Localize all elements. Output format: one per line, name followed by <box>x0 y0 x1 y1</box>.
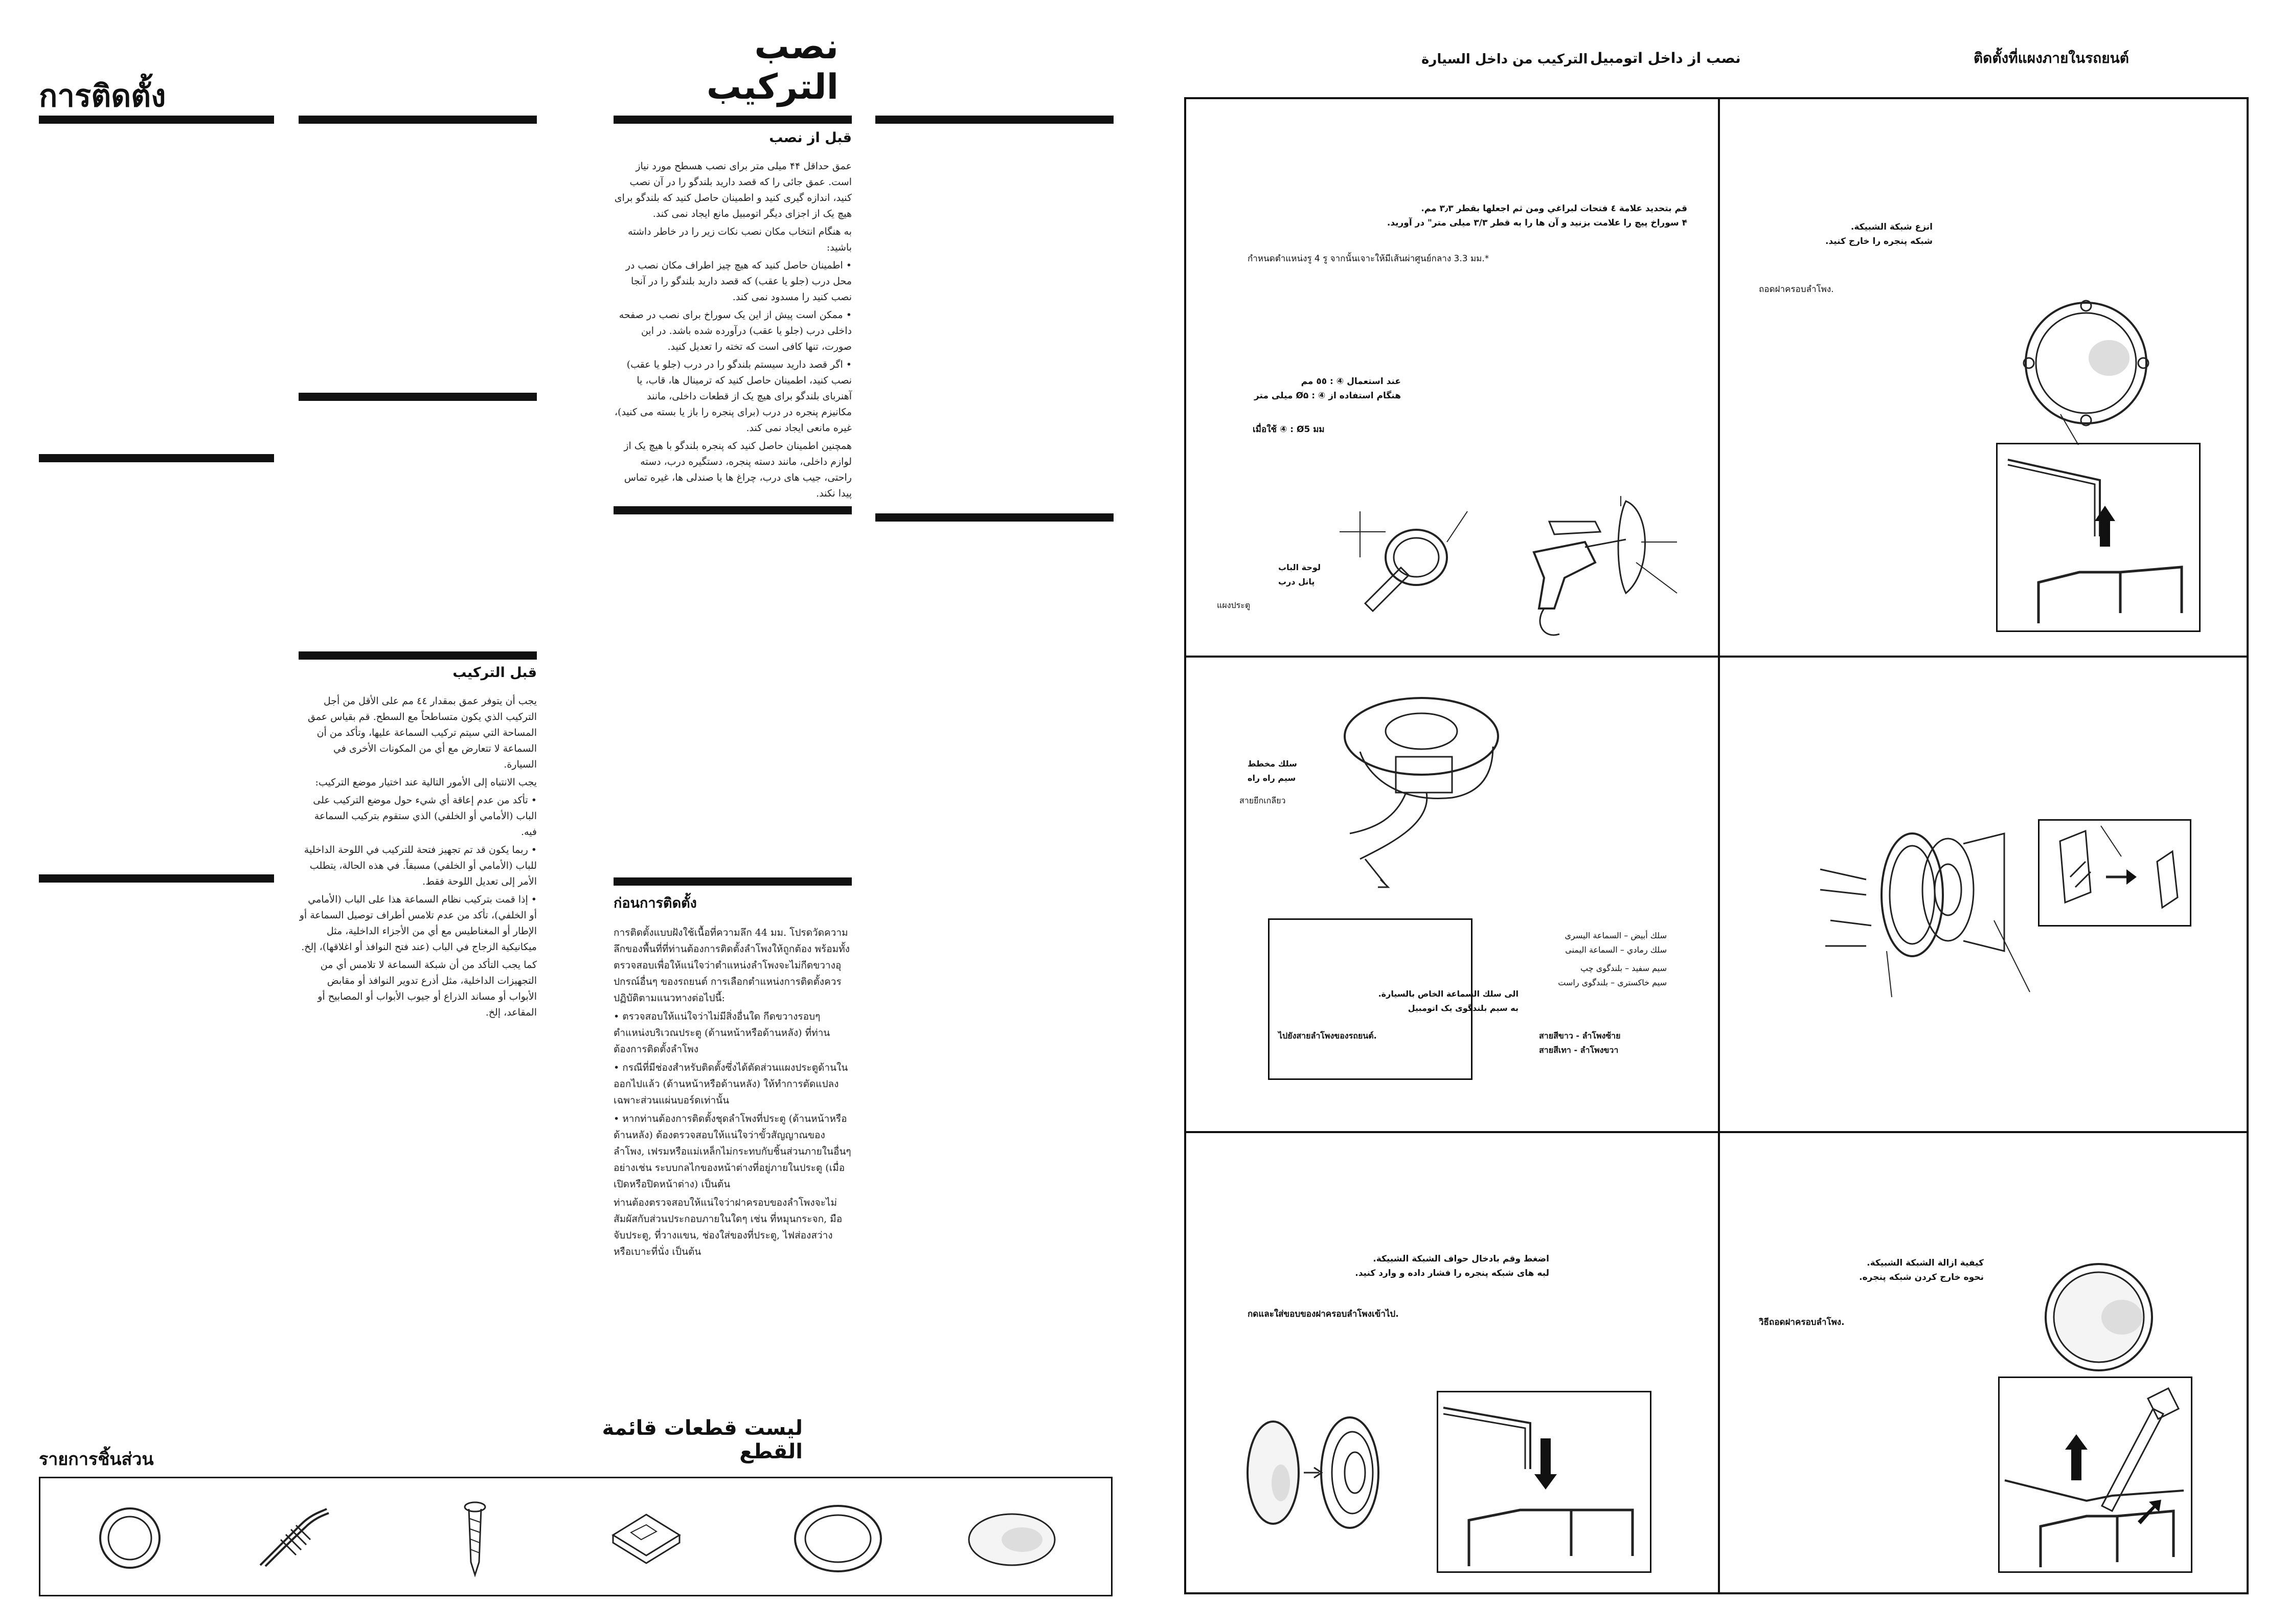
speaker-mounting-illustration <box>1810 818 2076 1002</box>
parts-title-thai: รายการชิ้นส่วน <box>39 1449 154 1470</box>
door-panel-line: لوحة الباب <box>1278 562 1321 572</box>
step2-caption <box>1309 201 1687 230</box>
thai-page-title: การติดตั้ง <box>39 78 166 114</box>
legend-line: سلك أبيض – السماعة اليسرى <box>1565 931 1667 940</box>
flat-ring-icon <box>792 1503 884 1574</box>
farsi-before-body <box>614 159 852 504</box>
farsi-para: همچنین اطمینان حاصل کنید که پنجره بلندگو با هیچ یک از لوازم داخلی، مانند دسته پنجره، دستگیره درب، دسته راحتی، جیب های درب، چراغ ها یا صندلی ها، غیره تماس پیدا نکند. <box>624 440 852 499</box>
step2-note-line: عند استعمال ④ : ٥٥ مم <box>1301 376 1401 387</box>
car-wire-line: به سیم بلندگوی یک اتومبیل <box>1408 1003 1519 1013</box>
rule-thai-top <box>614 877 852 886</box>
step2-line: قم بتحديد علامة ٤ فتحات لبراغي ومن ثم اجعلها بقطر ٣٫٣ مم. <box>1421 204 1687 214</box>
rule-col4-mid <box>875 513 1114 522</box>
clip-pack-icon <box>608 1507 685 1568</box>
header-farsi: نصب از داخل اتومبیل <box>1590 50 1741 66</box>
header-thai: ติดตั้งที่แผงภายในรถยนต์ <box>1974 50 2129 66</box>
arabic-para: يجب الانتباه إلى الأمور التالية عند اختيار موضع التركيب: <box>315 777 537 788</box>
legend-line: سیم خاکستری – بلندگوی راست <box>1558 978 1667 987</box>
farsi-para: عمق حداقل ۴۴ میلی متر برای نصب هسطح مورد نیاز است. عمق جائی را که قصد دارید بلندگو را در آن نصب کنید، اندازه گیری کنید و اطمینان حاصل کنید که بلندگو برای هیچ یک از اجزای دیگر اتومبیل مانع ایجاد نمی کند. <box>614 161 852 219</box>
thai-para: ท่านต้องตรวจสอบให้แน่ใจว่าฝาครอบของลำโพงจะไม่สัมผัสกับส่วนประกอบภายในใดๆ เช่น ที่หมุนกระจก, มือจับประตู, ที่วางแขน, ช่องใส่ของที่ประตู, ไฟส่องสว่าง หรือเบาะที่นั่ง เป็นต้น <box>614 1197 843 1257</box>
thai-para: • กรณีที่มีช่องสำหรับติดตั้งซึ่งได้ตัดส่วนแผงประตูด้านในออกไปแล้ว (ด้านหน้าหรือด้านหลัง) ให้ทำการตัดแปลงเฉพาะส่วนแผ่นบอร์ดเท่านั้น <box>614 1062 848 1106</box>
step2-line: ۴ سوراخ پیچ را علامت بزنید و آن ها را به قطر ۳/۳ میلی متر" در آورید. <box>1387 218 1687 228</box>
parts-title-arabic: ليست قطعات قائمة القطع <box>602 1416 803 1463</box>
thai-para: • ตรวจสอบให้แน่ใจว่าไม่มีสิ่งอื่นใด กีดขวางรอบๆ ตำแหน่งบริเวณประตู (ด้านหน้าหรือด้านหลัง) ที่ท่านต้องการติดตั้งลำโพง <box>614 1011 830 1055</box>
arabic-before-title: قبل التركيب <box>452 665 537 681</box>
drill-hole-illustration <box>1329 506 1483 629</box>
clip-detail-icon <box>2040 821 2193 928</box>
legend-line: سلك رمادي – السماعة اليمنى <box>1565 945 1667 955</box>
arabic-para: كما يجب التأكد من أن شبكة السماعة لا تلامس أي من التجهيزات الداخلية، مثل أذرع تدوير النوافذ أو مقابض الأبواب أو مساند الذراع أو جيوب الأبواب أو المصابيح أو المقاعد، إلخ. <box>318 959 537 1018</box>
grille-attach-illustration <box>1242 1411 1406 1534</box>
step2-note-thai: เมื่อใช้ ④ : Ø5 มม <box>1253 424 1325 435</box>
cable-bundle-icon <box>255 1504 332 1570</box>
ring-icon <box>97 1505 163 1571</box>
step6-thai: วิธีถอดฝาครอบลำโพง. <box>1759 1317 1845 1327</box>
farsi-para: به هنگام انتخاب مکان نصب نکات زیر را در خاطر داشته باشید: <box>628 226 852 253</box>
thai-before-title: ก่อนการติดตั้ง <box>614 895 697 911</box>
rule-col2-mid <box>299 393 537 401</box>
rule-col3-top <box>614 116 852 124</box>
step6-line: نحوه خارج کردن شبکه پنجره. <box>1859 1272 1984 1282</box>
step6-caption <box>1769 1256 1984 1284</box>
step5-line: لبه های شبکه پنجره را فشار داده و وارد کنيد. <box>1355 1268 1549 1278</box>
rule-arabic-top <box>299 651 537 660</box>
arabic-para: • ربما يكون قد تم تجهيز فتحة للتركيب في اللوحة الداخلية للباب (الأمامي أو الخلفي) مسبقاً. في هذه الحالة، يتطلب الأمر إلى تعديل اللوحة فقط. <box>304 844 537 887</box>
parts-list-box <box>39 1477 1113 1596</box>
grille-press-detail <box>1438 1392 1653 1574</box>
car-wire-thai: ไปยังสายลำโพงของรถยนต์. <box>1278 1031 1377 1041</box>
farsi-para: • اطمینان حاصل کنید که هیچ چیز اطراف مکان نصب در محل درب (جلو یا عقب) که قصد دارید بلندگو را در آنجا نصب کنید را مسدود نمی کند. <box>625 260 852 303</box>
step6-detail-box <box>1998 1377 2192 1573</box>
step5-line: اضغط وقم بادخال حواف الشبكة الشبيكة. <box>1373 1254 1549 1264</box>
striped-wire-label <box>1248 757 1297 785</box>
farsi-para: • ممکن است پیش از این یک سوراخ برای نصب در صفحه داخلی درب (جلو یا عقب) درآورده شده باشد. در این صورت، تنها کافی است که تخته را تعدیل کنید. <box>619 309 852 352</box>
step1-detail-box <box>1996 443 2201 632</box>
farsi-before-title: قبل از نصب <box>769 130 852 146</box>
door-panel-thai: แผงประตู <box>1217 600 1251 610</box>
step2-thai: กำหนดตำแหน่งรู 4 รู จากนั้นเจาะให้มีเส้นผ่าศูนย์กลาง 3.3 มม.* <box>1248 254 1489 264</box>
grille-pryoff-illustration <box>2035 1261 2163 1379</box>
step1-thai: ถอดฝาครอบลำโพง. <box>1759 284 1834 295</box>
wire-color-legend <box>1513 929 1667 990</box>
door-panel-line: پانل درب <box>1278 577 1315 587</box>
grid-row-divider-2 <box>1184 1131 2249 1133</box>
rule-thai-col1-top <box>39 116 274 124</box>
step5-thai: กดและใส่ขอบของฝาครอบลำโพงเข้าไป. <box>1248 1309 1399 1319</box>
step1-caption <box>1749 220 1933 249</box>
step2-note <box>1227 374 1401 403</box>
legend-line: سیم سفید – بلندگوی چپ <box>1580 963 1667 973</box>
door-panel-label <box>1278 560 1321 589</box>
step1-line: شبكه پنجره را خارج كنيد. <box>1825 236 1933 246</box>
speaker-wiring-illustration <box>1329 690 1503 905</box>
rule-col1-low <box>39 874 274 883</box>
rule-col2-top <box>299 116 537 124</box>
step2-note-line: هنگام استفاده از ④ : Ø۵ میلی متر <box>1254 391 1401 401</box>
arabic-para: • تأكد من عدم إعاقة أي شيء حول موضع التركيب على الباب (الأمامي أو الخلفي) الذي ستقوم بتركيب السماعة فيه. <box>313 795 537 838</box>
rule-col1-mid <box>39 454 274 462</box>
grille-cover-icon <box>966 1509 1058 1570</box>
legend-thai-line: สายสีเทา - ลำโพงขวา <box>1539 1045 1619 1055</box>
clip-detail-box <box>2038 819 2191 927</box>
screw-icon <box>460 1501 490 1577</box>
grille-edge-detail <box>1998 444 2202 634</box>
wire-color-legend-thai <box>1539 1029 1621 1057</box>
thai-para: การติดตั้งแบบฝังใช้เนื้อที่ความลึก 44 มม. โปรดวัดความลึกของพื้นที่ที่ท่านต้องการติดตั้งลำโพงให้ถูกต้อง พร้อมทั้งตรวจสอบเพื่อให้แน่ใจว่าตำแหน่งลำโพงจะไม่กีดขวางอุปกรณ์อื่นๆ ของรถยนต์ การเลือกตำแหน่งการติดตั้งควรปฏิบัติตามแนวทางต่อไปนี้: <box>614 927 850 1004</box>
grid-row-divider-1 <box>1184 656 2249 658</box>
farsi-para: • اگر قصد دارید سیستم بلندگو را در درب (جلو یا عقب) نصب کنید، اطمینان حاصل کنید که ترمینال ها، قاب، یا آهنربای بلندگو برای هیچ یک از قطعات داخلی، مانند مکانیزم پنجره در درب (برای پنجره را باز یا بسته می کنید)، غیره مانعی ایجاد نمی کند. <box>614 359 852 434</box>
car-wire-line: الى سلك السماعة الخاص بالسيارة. <box>1378 989 1519 999</box>
arabic-before-body <box>299 693 537 1023</box>
thai-before-body <box>614 924 852 1262</box>
header-arabic: التركيب من داخل السيارة <box>1421 52 1588 67</box>
step6-line: كيفية ازالة الشبكة الشبيكة. <box>1867 1258 1984 1268</box>
step5-detail-box <box>1437 1391 1651 1573</box>
arabic-para: • إذا قمت بتركيب نظام السماعة هذا على الباب (الأمامي أو الخلفي)، تأكد من عدم تلامس أطراف توصيل السماعة أو الإطار أو المغناطيس مع أي من الأجزاء الداخلية، مثل ميكانيكية الزجاج في الباب (عند فتح النوافذ أو اغلاقها)، إلخ. <box>299 894 537 953</box>
legend-thai-line: สายสีขาว - ลำโพงซ้าย <box>1539 1031 1621 1041</box>
striped-wire-line: سيم راه راه <box>1248 773 1296 783</box>
arabic-para: يجب أن يتوفر عمق بمقدار ٤٤ مم على الأقل من أجل التركيب الذي يكون متساطحاً مع السطح. قم بقياس عمق المساحة التي سيتم تركيب السماعة عليها، وتأكد من أن السماعة لا تتعارض مع أي من المكونات الأخرى في السيارة. <box>307 695 537 770</box>
thai-para: • หากท่านต้องการติดตั้งชุดลำโพงที่ประตู (ด้านหน้าหรือด้านหลัง) ต้องตรวจสอบให้แน่ใจว่าขั้วสัญญาณของลำโพง, เฟรมหรือแม่เหล็กไม่กระทบกับชิ้นส่วนภายในอื่นๆ อย่างเช่น ระบบกลไกของหน้าต่างที่อยู่ภายในประตู (เมื่อเปิดหรือปิดหน้าต่าง) เป็นต้น <box>614 1113 851 1190</box>
step5-caption <box>1350 1252 1549 1280</box>
power-drill-illustration <box>1524 491 1692 644</box>
rule-col4-top <box>875 116 1114 124</box>
car-wire-label <box>1273 987 1519 1016</box>
screwdriver-detail <box>2000 1378 2194 1574</box>
striped-wire-thai: สายยีกเกลียว <box>1239 796 1286 805</box>
rule-col3-mid <box>614 506 852 514</box>
striped-wire-line: سلك مخطط <box>1248 759 1297 769</box>
step1-line: انزع شبكة الشبيكة. <box>1850 222 1933 232</box>
farsi-page-title: نصب التركيب <box>706 27 839 107</box>
grid-vertical-divider <box>1718 97 1720 1594</box>
